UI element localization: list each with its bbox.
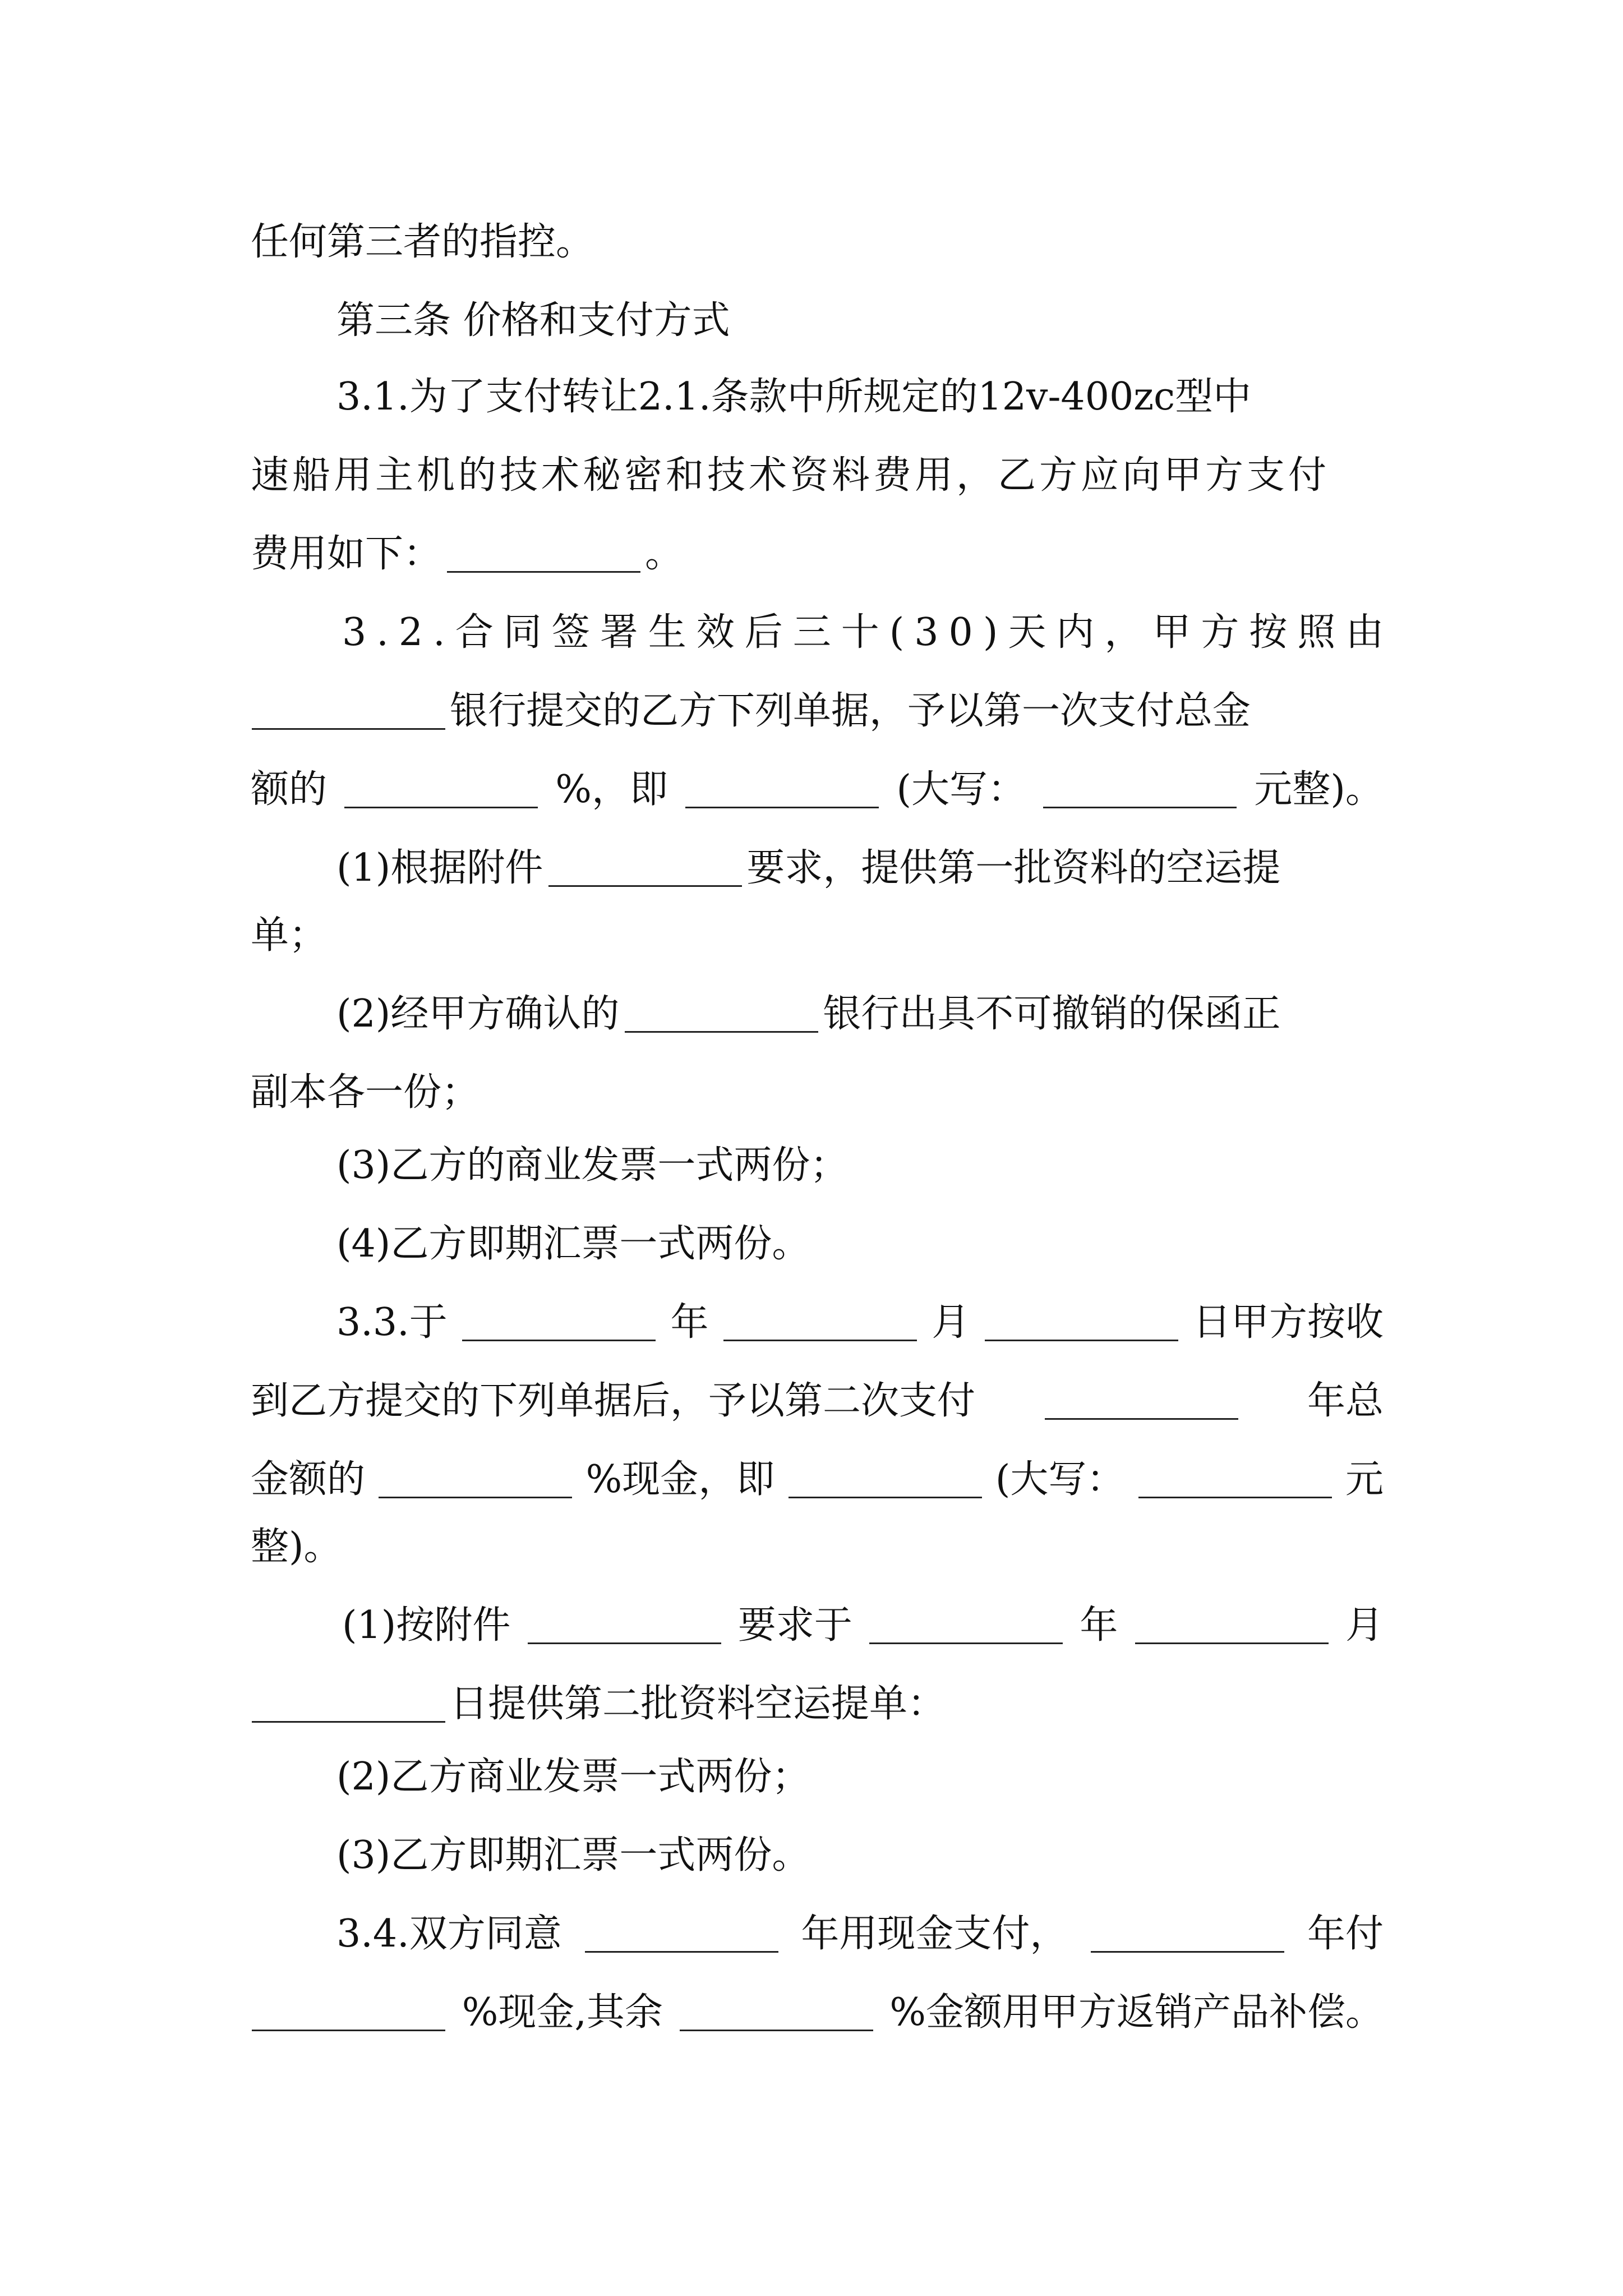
text-line <box>251 1979 1384 2046</box>
fill-in-blank[interactable] <box>1045 1383 1238 1420</box>
fill-in-blank[interactable] <box>379 1462 572 1498</box>
paragraph-text: 3.3.于 <box>336 1300 448 1345</box>
fill-in-blank[interactable] <box>252 1686 445 1723</box>
paragraph-text: 额的 <box>251 767 328 812</box>
paragraph-text: %，即 <box>555 767 668 812</box>
paragraph-text: (大写： <box>995 1457 1125 1502</box>
paragraph-text: 银行提交的乙方下列单据，予以第一次支付总金 <box>450 689 1251 733</box>
fill-in-blank[interactable] <box>252 693 445 730</box>
fill-in-blank[interactable] <box>625 996 818 1033</box>
paragraph-text: (2)经甲方确认的 <box>336 992 620 1036</box>
paragraph-text: 。 <box>645 532 684 576</box>
text-line <box>251 521 1384 588</box>
fill-in-blank[interactable] <box>252 1995 445 2031</box>
text-line <box>336 1132 1384 1199</box>
text-line <box>336 981 1384 1048</box>
fill-in-blank[interactable] <box>1091 1916 1284 1953</box>
paragraph-text: 整)。 <box>251 1525 342 1569</box>
paragraph-text: 日甲方按收 <box>1192 1300 1384 1345</box>
paragraph-text: (3)乙方的商业发票一式两份； <box>336 1143 849 1188</box>
text-line <box>251 756 1384 823</box>
fill-in-blank[interactable] <box>1043 772 1237 808</box>
paragraph-text: 任何第三者的指控。 <box>251 220 594 264</box>
paragraph-text: 费用如下： <box>251 532 442 576</box>
text-line <box>342 1592 1384 1659</box>
fill-in-blank[interactable] <box>462 1305 656 1341</box>
fill-in-blank[interactable] <box>789 1462 982 1498</box>
paragraph-text: (大写： <box>896 767 1026 812</box>
paragraph-text: 月 <box>1345 1603 1384 1648</box>
fill-in-blank[interactable] <box>528 1608 721 1644</box>
paragraph-text: 年 <box>1080 1603 1118 1648</box>
paragraph-text: 日提供第二批资料空运提单： <box>450 1682 946 1726</box>
fill-in-blank[interactable] <box>680 1995 873 2031</box>
paragraph-text: 到乙方提交的下列单据后，予以第二次支付 <box>251 1379 976 1423</box>
text-line <box>251 1059 1384 1126</box>
paragraph-text: (1)按附件 <box>342 1603 511 1648</box>
paragraph-text: 月 <box>932 1300 970 1345</box>
text-line <box>342 599 1394 666</box>
text-line <box>251 209 1384 276</box>
text-line <box>336 1901 1384 1968</box>
fill-in-blank[interactable] <box>344 772 538 808</box>
text-line <box>251 902 1384 969</box>
paragraph-text: (4)乙方即期汇票一式两份。 <box>336 1222 810 1266</box>
paragraph-text: 3.2.合同签署生效后三十(30)天内，甲方按照由 <box>342 610 1394 655</box>
paragraph-text: 金额的 <box>251 1457 366 1502</box>
fill-in-blank[interactable] <box>869 1608 1063 1644</box>
fill-in-blank[interactable] <box>1135 1608 1329 1644</box>
paragraph-text: 3.1.为了支付转让2.1.条款中所规定的12v-400zc型中 <box>336 375 1252 419</box>
paragraph-text: 年付 <box>1307 1912 1384 1956</box>
text-line <box>251 1446 1384 1513</box>
text-line <box>336 1822 1384 1889</box>
paragraph-text: (3)乙方即期汇票一式两份。 <box>336 1833 810 1878</box>
fill-in-blank[interactable] <box>723 1305 917 1341</box>
fill-in-blank[interactable] <box>985 1305 1178 1341</box>
paragraph-text: 速船用主机的技术秘密和技术资料费用，乙方应向甲方支付 <box>251 453 1330 498</box>
text-line <box>336 1211 1384 1278</box>
paragraph-text: %金额用甲方返销产品补偿。 <box>889 1990 1384 2035</box>
heading-text: 第三条 价格和支付方式 <box>336 298 730 343</box>
paragraph-text: %现金，即 <box>585 1457 775 1502</box>
text-line <box>336 1743 1384 1811</box>
fill-in-blank[interactable] <box>685 772 879 808</box>
paragraph-text: 单； <box>251 913 328 958</box>
text-line <box>336 835 1384 902</box>
fill-in-blank[interactable] <box>585 1916 778 1953</box>
paragraph-text: (1)根据附件 <box>336 846 543 890</box>
paragraph-text: 年总 <box>1307 1379 1384 1423</box>
paragraph-text: 银行出具不可撤销的保函正 <box>823 992 1281 1036</box>
paragraph-text: 元整)。 <box>1254 767 1384 812</box>
paragraph-text: 要求，提供第一批资料的空运提 <box>746 846 1281 890</box>
text-line <box>251 442 1384 509</box>
paragraph-text: %现金,其余 <box>462 1990 663 2035</box>
paragraph-text: 3.4.双方同意 <box>336 1912 562 1956</box>
text-line <box>251 1671 1384 1738</box>
paragraph-text: 年 <box>670 1300 709 1345</box>
text-line <box>251 1368 1384 1435</box>
fill-in-blank[interactable] <box>548 850 742 887</box>
text-line <box>336 1289 1384 1356</box>
paragraph-text: 副本各一份； <box>251 1070 480 1115</box>
paragraph-text: 要求于 <box>737 1603 852 1648</box>
text-line <box>336 364 1384 431</box>
paragraph-text: 元 <box>1345 1457 1384 1502</box>
text-line <box>251 1513 1384 1581</box>
fill-in-blank[interactable] <box>1138 1462 1332 1498</box>
article-heading <box>336 287 1122 355</box>
text-line <box>251 678 1384 745</box>
paragraph-text: 年用现金支付， <box>801 1912 1068 1956</box>
paragraph-text: (2)乙方商业发票一式两份； <box>336 1755 810 1799</box>
fill-in-blank[interactable] <box>447 536 640 573</box>
